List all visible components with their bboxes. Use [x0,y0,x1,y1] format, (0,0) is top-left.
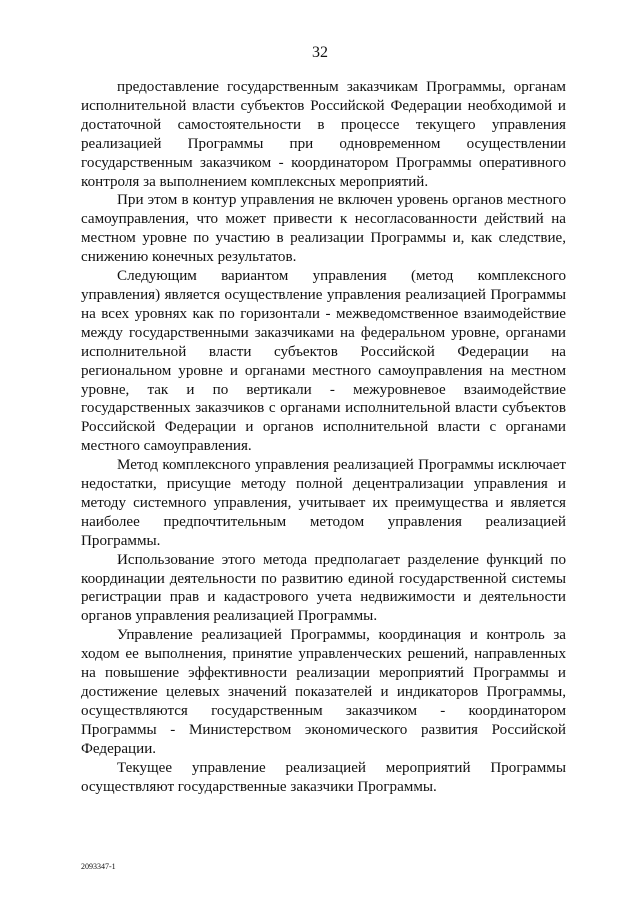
paragraph-5: Использование этого метода предполагает разделение функций по координации деятельности по развитию единой государственной системы регистрации прав и кадастрового учета недвижимости и деятельности органов управления реализацией Программы. [81,551,566,625]
paragraph-6: Управление реализацией Программы, координация и контроль за ходом ее выполнения, принятие управленческих решений, направленных на повышение эффективности реализации мероприятий Программы и достижение целевых значений показателей и индикаторов Программы, осуществляются государственным заказчиком - координатором Программы - Министерством экономического развития Российской Федерации. [81,627,566,757]
paragraph-4: Метод комплексного управления реализацией Программы исключает недостатки, присущие методу полной децентрализации управления и методу системного управления, учитывает их преимущества и является наиболее предпочтительным методом управления реализацией Программы. [81,457,566,549]
paragraph-3: Следующим вариантом управления (метод комплексного управления) является осуществление управления реализацией Программы на всех уровнях как по горизонтали - межведомственное взаимодействие между государственными заказчиками на федеральном уровне, органами исполнительной власти субъектов Российской Федерации на региональном уровне и органами местного самоуправления на местном уровне, так и по вертикали - межуровневое взаимодействие государственных заказчиков с органами исполнительной власти субъектов Российской Федерации и органов исполнительной власти с органами местного самоуправления. [81,268,566,455]
document-code: 2093347-1 [81,862,116,871]
page-number: 32 [312,44,328,61]
document-body [81,78,566,796]
paragraph-2: При этом в контур управления не включен уровень органов местного самоуправления, что может привести к несогласованности действий на местном уровне по участию в реализации Программы и, как следствие, снижению конечных результатов. [81,192,566,266]
paragraph-7: Текущее управление реализацией мероприятий Программы осуществляют государственные заказчики Программы. [81,759,566,795]
paragraph-1: предоставление государственным заказчикам Программы, органам исполнительной власти субъектов Российской Федерации необходимой и достаточной самостоятельности в процессе текущего управления реализацией Программы при одновременном осуществлении государственным заказчиком - координатором Программы оперативного контроля за выполнением комплексных мероприятий. [81,79,566,190]
